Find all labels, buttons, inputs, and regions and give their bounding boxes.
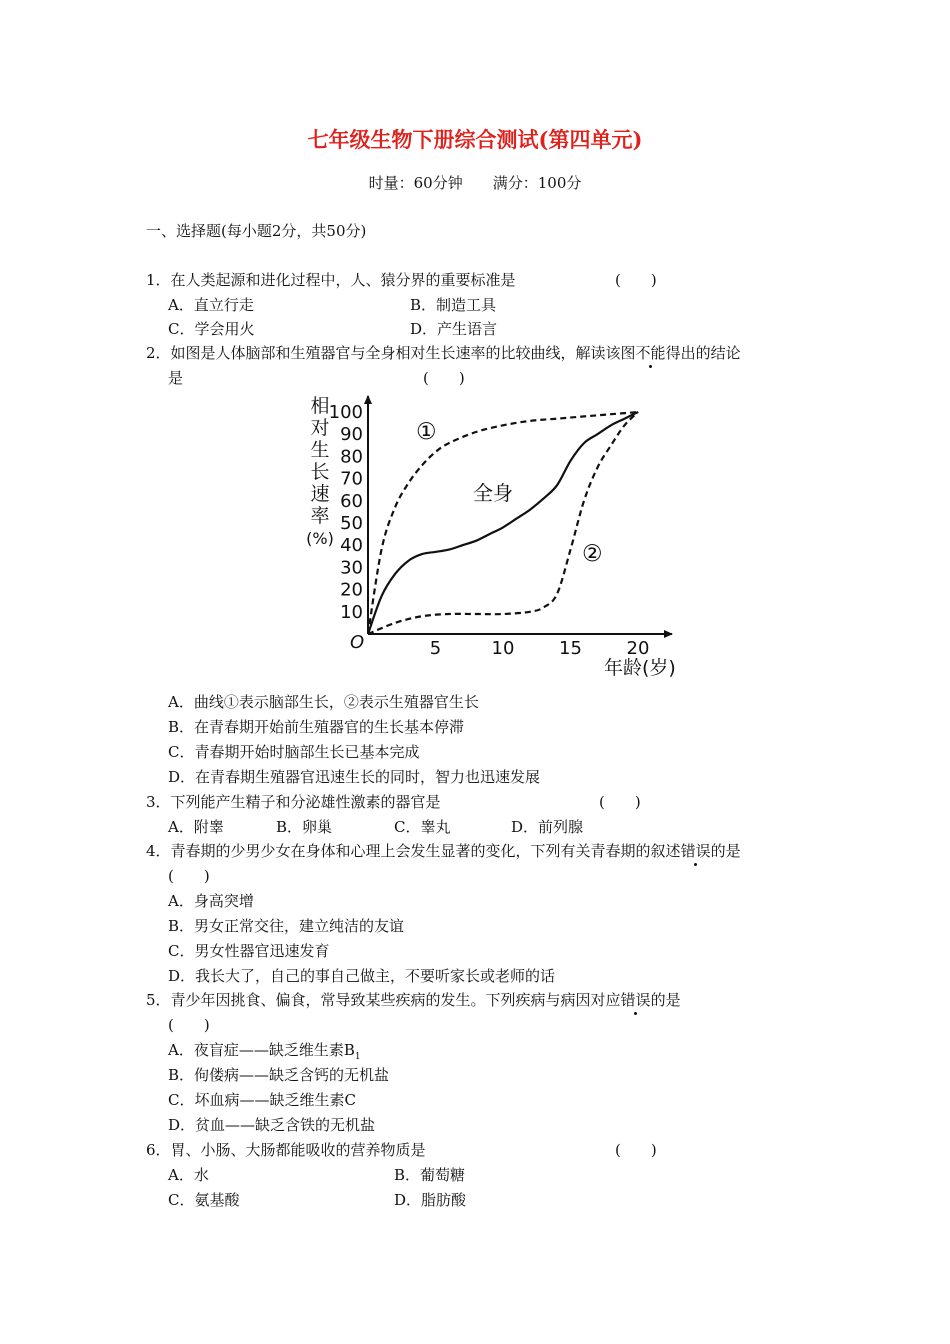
page-title: 七年级生物下册综合测试(第四单元)	[307, 127, 643, 152]
y-tick-label: 70	[340, 468, 363, 490]
q6-option-a: A．水	[168, 1166, 209, 1184]
q3-answer-blank: ( )	[599, 793, 641, 811]
series-label-curve-2: ②	[582, 541, 603, 567]
y-tick-label: 80	[340, 446, 363, 468]
curve-1-brain-line	[368, 412, 638, 634]
q4-option-a: A．身高突增	[168, 892, 254, 910]
y-tick-label: 10	[340, 601, 363, 623]
origin-label: O	[350, 632, 365, 653]
q2-stem-emphasis: 不能	[635, 344, 666, 362]
x-tick-label: 20	[626, 638, 650, 659]
q5-option-a-subscript: 1	[354, 1052, 361, 1062]
y-tick-label: 50	[340, 513, 363, 534]
q3-option-c: C．睾丸	[394, 818, 451, 836]
growth-rate-chart	[290, 386, 690, 682]
q1-stem: 1．在人类起源和进化过程中，人、猿分界的重要标准是	[146, 271, 516, 289]
y-axis-label-char: 对	[310, 417, 330, 439]
q4-stem-post: 的是	[710, 842, 741, 860]
y-axis-label-char: (%)	[306, 529, 334, 548]
x-tick-labels	[430, 638, 650, 659]
q1-option-b: B．制造工具	[410, 296, 497, 314]
q6-option-c: C．氨基酸	[168, 1191, 240, 1209]
x-tick-label: 5	[429, 638, 442, 659]
y-axis-label-char: 率	[310, 505, 330, 527]
q1-option-c: C．学会用火	[168, 320, 255, 338]
x-axis-label: 年龄(岁)	[604, 657, 676, 679]
q1-option-d: D．产生语言	[410, 320, 498, 338]
y-tick-label: 30	[340, 557, 363, 579]
q2-option-d: D．在青春期生殖器官迅速生长的同时，智力也迅速发展	[168, 768, 541, 786]
q2-stem	[146, 343, 741, 363]
q4-answer-blank: ( )	[168, 867, 210, 885]
series-label-whole-body: 全身	[473, 481, 513, 505]
q2-stem-line2: 是	[168, 369, 184, 387]
q5-stem-pre: 5．青少年因挑食、偏食，常导致某些疾病的发生。下列疾病与病因对应	[146, 991, 621, 1009]
y-axis-label-char: 生	[310, 439, 330, 461]
y-tick-labels	[329, 402, 363, 623]
q6-option-b: B．葡萄糖	[394, 1166, 466, 1184]
q2-stem-pre: 2．如图是人体脑部和生殖器官与全身相对生长速率的比较曲线，解读该图	[146, 344, 636, 362]
q5-answer-blank: ( )	[168, 1016, 210, 1034]
y-tick-label: 40	[340, 535, 363, 557]
q3-option-d: D．前列腺	[511, 818, 584, 836]
x-tick-label: 10	[491, 638, 515, 659]
q5-option-d: D．贫血——缺乏含铁的无机盐	[168, 1116, 376, 1134]
y-tick-label: 60	[340, 490, 363, 512]
y-axis-label-char: 速	[310, 483, 330, 505]
section-heading: 一、选择题(每小题2分，共50分)	[146, 222, 367, 240]
y-tick-label: 20	[340, 579, 363, 601]
y-axis-label-char: 相	[310, 395, 330, 417]
q1-answer-blank: ( )	[615, 271, 657, 289]
q5-option-a	[168, 1040, 361, 1067]
chart-series	[368, 412, 638, 634]
y-tick-label: 90	[340, 424, 363, 446]
q5-stem-post: 的是	[650, 991, 681, 1009]
exam-time-score: 时量：60分钟 满分：100分	[368, 174, 582, 192]
q5-option-b: B．佝偻病——缺乏含钙的无机盐	[168, 1066, 390, 1084]
q3-option-b: B．卵巢	[276, 818, 333, 836]
q2-answer-blank: ( )	[423, 369, 465, 387]
q5-stem	[146, 990, 681, 1010]
q5-option-a-text: A．夜盲症——缺乏维生素B	[168, 1041, 355, 1059]
q4-option-b: B．男女正常交往，建立纯洁的友谊	[168, 917, 405, 935]
q2-stem-post: 得出的结论	[665, 344, 741, 362]
q6-stem: 6．胃、小肠、大肠都能吸收的营养物质是	[146, 1141, 426, 1159]
whole-body-line	[368, 412, 638, 634]
y-axis-label-char: 长	[310, 461, 330, 483]
q3-option-a: A．附睾	[168, 818, 224, 836]
q5-stem-emphasis: 错误	[620, 991, 651, 1009]
y-tick-label: 100	[328, 402, 363, 423]
q4-stem	[146, 841, 741, 861]
q1-option-a: A．直立行走	[168, 296, 254, 314]
q4-stem-pre: 4．青春期的少男少女在身体和心理上会发生显著的变化，下列有关青春期的叙述	[146, 842, 681, 860]
x-tick-label: 15	[559, 638, 582, 659]
q5-option-c: C．坏血病——缺乏维生素C	[168, 1091, 356, 1109]
q2-option-b: B．在青春期开始前生殖器官的生长基本停滞	[168, 718, 465, 736]
q6-option-d: D．脂肪酸	[394, 1191, 467, 1209]
q4-option-c: C．男女性器官迅速发育	[168, 942, 330, 960]
q6-answer-blank: ( )	[615, 1141, 657, 1159]
q2-option-a: A．曲线①表示脑部生长，②表示生殖器官生长	[168, 693, 479, 711]
q4-option-d: D．我长大了，自己的事自己做主，不要听家长或老师的话	[168, 967, 556, 985]
q3-stem: 3．下列能产生精子和分泌雄性激素的器官是	[146, 793, 441, 811]
series-label-curve-1: ①	[416, 419, 437, 445]
q2-option-c: C．青春期开始时脑部生长已基本完成	[168, 743, 420, 761]
q4-stem-emphasis: 错误	[680, 842, 711, 860]
curve-2-reproductive-line	[368, 412, 638, 634]
